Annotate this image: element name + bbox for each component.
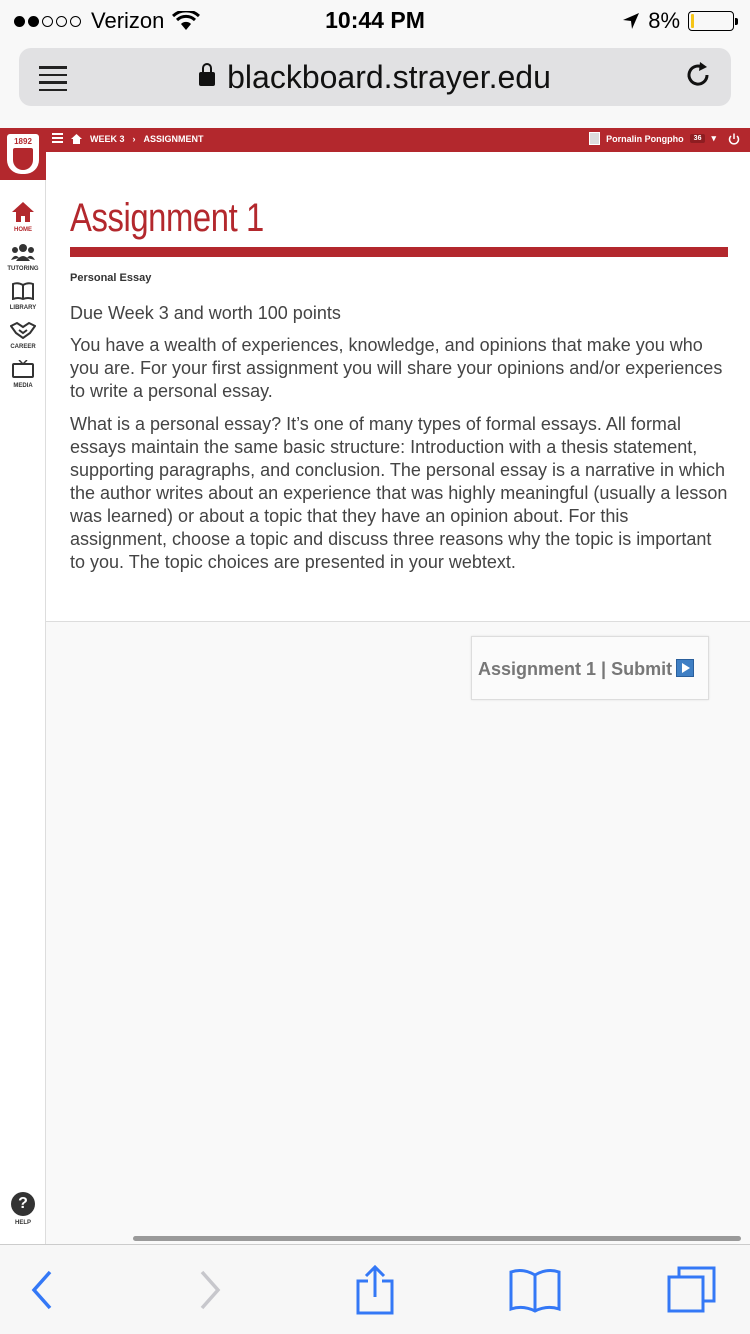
sidebar [0, 128, 46, 1244]
share-button[interactable] [345, 1265, 405, 1315]
reload-icon[interactable] [683, 60, 713, 90]
tv-icon [0, 360, 46, 383]
crumb-page: ASSIGNMENT [143, 134, 204, 144]
chevron-left-icon [30, 1270, 54, 1310]
sidebar-item-media[interactable] [0, 360, 46, 389]
address-bar[interactable] [19, 48, 731, 106]
logo-year: 1892 [14, 137, 32, 146]
url-text: blackboard.strayer.edu [227, 59, 551, 95]
share-icon [355, 1265, 395, 1315]
battery-percent: 8% [648, 8, 680, 33]
university-logo[interactable] [0, 128, 46, 180]
shield-logo-icon [7, 134, 39, 174]
avatar[interactable] [589, 132, 600, 145]
bookmarks-button[interactable] [505, 1265, 565, 1315]
carrier-name: Verizon [91, 8, 165, 33]
course-topbar [0, 128, 750, 152]
sidebar-item-label: MEDIA [13, 383, 33, 389]
sidebar-item-label: TUTORING [7, 266, 39, 272]
book-open-icon [508, 1267, 562, 1313]
crumb-separator: › [132, 134, 136, 144]
assignment-submit-link[interactable] [471, 636, 709, 700]
location-arrow-icon [622, 12, 640, 30]
sidebar-item-label: HOME [14, 227, 32, 233]
back-button[interactable] [12, 1265, 72, 1315]
battery-fill [691, 14, 694, 28]
group-icon [0, 243, 46, 266]
status-right [622, 8, 734, 34]
sidebar-item-career[interactable] [0, 321, 46, 350]
notification-badge[interactable]: 36 [690, 134, 706, 143]
handshake-icon [0, 321, 46, 344]
help-label: HELP [14, 1220, 31, 1226]
home-icon [0, 202, 46, 227]
horizontal-scrollbar[interactable] [133, 1236, 741, 1241]
menu-icon[interactable] [52, 133, 63, 145]
title-divider [70, 247, 728, 257]
paragraph-details: What is a personal essay? It’s one of many types of formal essays. All formal essays maintain the same basic structure: Introduction with a thesis statement, supporting paragraphs, and conclusion. The personal essay is a narrative in which the author writes about an experience that was highly meaningful (usually a lesson was learned) or about a topic that they have an opinion about. For this assignment, choose a topic and discuss three reasons why the topic is important to you. The topic choices are presented in your webtext. [70, 414, 728, 572]
browser-toolbar [0, 1244, 750, 1334]
submit-label-group[interactable] [478, 659, 694, 680]
battery-icon [688, 11, 734, 31]
sidebar-item-home[interactable] [0, 202, 46, 233]
section-subheading: Personal Essay [70, 272, 152, 284]
crumb-week[interactable]: WEEK 3 [90, 134, 125, 144]
sidebar-item-library[interactable] [0, 282, 46, 311]
play-arrow-icon [676, 659, 694, 677]
sidebar-item-label: LIBRARY [9, 305, 37, 311]
lock-icon [199, 72, 215, 86]
sidebar-item-tutoring[interactable] [0, 243, 46, 272]
user-name[interactable]: Pornalin Pongpho [606, 133, 684, 144]
chevron-right-icon [198, 1270, 222, 1310]
dropdown-caret-icon[interactable]: ▾ [711, 133, 716, 143]
page-title: Assignment 1 [70, 196, 264, 240]
tabs-icon [666, 1265, 718, 1315]
book-icon [0, 282, 46, 305]
tabs-button[interactable] [662, 1265, 722, 1315]
home-small-icon[interactable] [71, 134, 82, 144]
due-text: Due Week 3 and worth 100 points [70, 303, 341, 323]
clock: 10:44 PM [325, 7, 425, 33]
power-icon[interactable] [728, 133, 740, 145]
help-button[interactable] [11, 1192, 35, 1226]
assignment-content [46, 152, 750, 622]
forward-button[interactable] [180, 1265, 240, 1315]
help-icon: ? [11, 1192, 35, 1216]
breadcrumb [52, 133, 204, 145]
submit-label[interactable]: Assignment 1 | Submit [478, 659, 673, 679]
url-display[interactable] [19, 59, 731, 96]
status-bar [0, 0, 750, 40]
paragraph-intro: You have a wealth of experiences, knowledge, and opinions that make you who you are. For your first assignment you will share your opinions and/or experiences to write a personal essay. [70, 335, 723, 401]
user-area [589, 132, 740, 145]
sidebar-item-label: CAREER [10, 344, 36, 350]
